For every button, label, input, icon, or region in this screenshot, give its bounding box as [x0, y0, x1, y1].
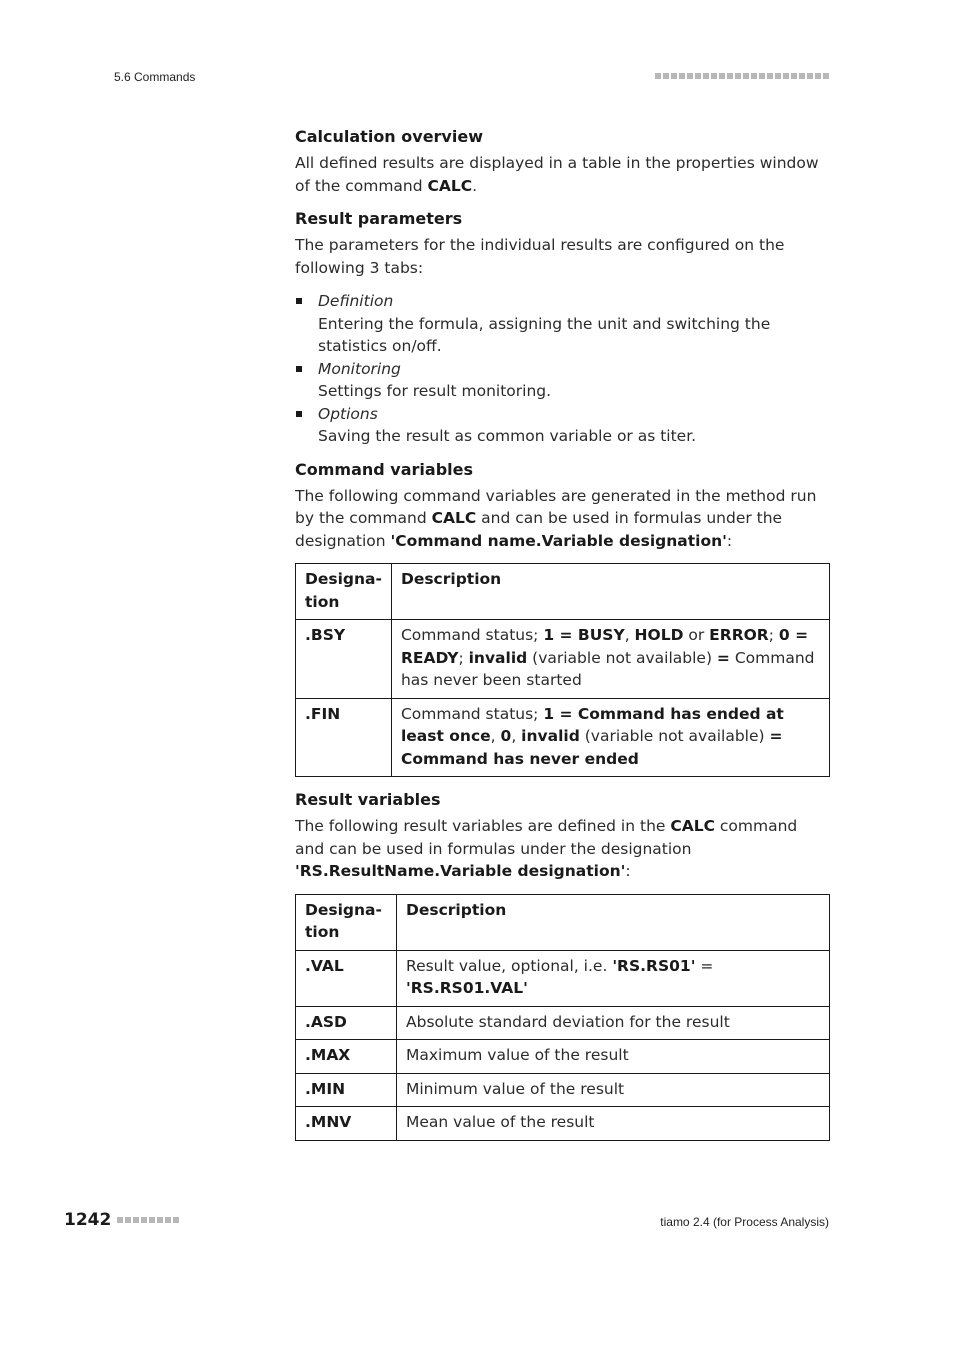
text: 'RS.RS01' [612, 956, 696, 975]
running-header-section: 5.6 Commands [114, 70, 196, 84]
list-item [295, 403, 830, 448]
designation-cell: .MAX [296, 1040, 397, 1074]
table-row [296, 1040, 830, 1074]
bullet-icon [296, 366, 302, 372]
result-variables-table [295, 894, 830, 1141]
intro-text: and can be used in formulas under the designation [295, 509, 783, 550]
text: , [511, 727, 522, 745]
text: invalid [468, 648, 528, 667]
calculation-overview-text [295, 152, 830, 197]
tab-name-definition: Definition [318, 292, 394, 310]
calc-command-name: CALC [431, 509, 477, 527]
text: (variable not available) [579, 727, 770, 745]
intro-text: The following command variables are generated in the method run by the command [295, 486, 817, 527]
table-row [296, 620, 830, 699]
result-tabs-list [295, 290, 830, 448]
table-row [296, 698, 830, 777]
text: , [624, 626, 635, 644]
text: 0 [500, 727, 512, 745]
text: HOLD [634, 626, 684, 644]
text: ; [458, 648, 469, 667]
result-variables-intro [295, 815, 830, 883]
intro-text: The following result variables are defined in the [295, 817, 671, 835]
main-content [295, 126, 830, 1153]
page-number: 1242 [64, 1210, 112, 1230]
column-header-designation: Designa-tion [296, 564, 392, 620]
table-row [296, 1006, 830, 1040]
list-item [295, 358, 830, 403]
bullet-icon [296, 411, 302, 417]
table-row [296, 1073, 830, 1107]
text: ; [768, 626, 779, 644]
description-cell: Absolute standard deviation for the result [397, 1006, 830, 1040]
list-item [295, 290, 830, 358]
text: or [683, 626, 710, 644]
calc-overview-text-part: All defined results are displayed in a table in the properties window of the command [295, 154, 819, 195]
calc-overview-text-end: . [472, 176, 478, 195]
designation-cell: .ASD [296, 1006, 397, 1040]
table-header-row [296, 564, 830, 620]
intro-text: : [726, 531, 733, 550]
command-variables-table [295, 563, 830, 777]
text: 0 = READY [400, 626, 809, 667]
column-header-description: Description [391, 564, 829, 620]
designation-cell: .BSY [296, 620, 392, 699]
text: invalid [521, 727, 580, 745]
footer-dot-bar [117, 1217, 179, 1223]
description-cell: Maximum value of the result [397, 1040, 830, 1074]
tab-description: Saving the result as common variable or as titer. [318, 427, 697, 445]
designation-cell: .FIN [296, 698, 392, 777]
text: Command status; [400, 704, 544, 723]
text: = [716, 648, 730, 667]
bullet-icon [296, 298, 302, 304]
text: Command has never been started [400, 648, 815, 689]
table-row [296, 950, 830, 1006]
tab-description: Settings for result monitoring. [318, 382, 552, 400]
text: Result value, optional, i.e. [406, 956, 613, 975]
result-variables-heading: Result variables [295, 790, 441, 809]
intro-text: command and can be used in formulas under the designation [295, 817, 798, 858]
tab-name-monitoring: Monitoring [318, 359, 401, 378]
page-footer-left [64, 1210, 179, 1230]
product-name: tiamo 2.4 (for Process Analysis) [660, 1215, 829, 1229]
text: ERROR [709, 626, 769, 644]
designation-cell: .VAL [296, 950, 397, 1006]
header-dot-bar [655, 73, 829, 79]
designation-cell: .MNV [296, 1107, 397, 1141]
table-row [296, 1107, 830, 1141]
text: , [490, 727, 501, 745]
table-header-row [296, 894, 830, 950]
intro-text: : [625, 862, 631, 880]
text: 'RS.RS01.VAL' [406, 979, 528, 997]
text: (variable not available) [527, 648, 717, 667]
command-variables-heading: Command variables [295, 459, 473, 479]
description-cell [391, 698, 829, 777]
text: = Command has never ended [400, 727, 783, 768]
designation-pattern: 'Command name.Variable designation' [390, 531, 727, 550]
description-cell: Minimum value of the result [397, 1073, 830, 1107]
calculation-overview-heading: Calculation overview [295, 127, 483, 146]
designation-cell: .MIN [296, 1073, 397, 1107]
text: 1 = BUSY [543, 626, 625, 644]
text: = [695, 956, 714, 975]
description-cell [391, 620, 829, 699]
description-cell [397, 950, 830, 1006]
result-parameters-intro: The parameters for the individual results are configured on the following 3 tabs: [295, 236, 785, 277]
calc-command-name: CALC [670, 817, 715, 835]
tab-name-options: Options [318, 404, 378, 423]
description-cell: Mean value of the result [397, 1107, 830, 1141]
result-parameters-heading: Result parameters [295, 209, 463, 228]
command-variables-intro [295, 485, 830, 553]
text: 1 = Command has ended at least once [400, 704, 784, 745]
column-header-description: Description [397, 894, 830, 950]
designation-pattern: 'RS.ResultName.Variable designation' [295, 862, 626, 880]
text: Command status; [400, 626, 544, 644]
tab-description: Entering the formula, assigning the unit and switching the statistics on/off. [318, 314, 771, 355]
column-header-designation: Designa-tion [296, 894, 397, 950]
calc-command-name: CALC [427, 176, 473, 195]
